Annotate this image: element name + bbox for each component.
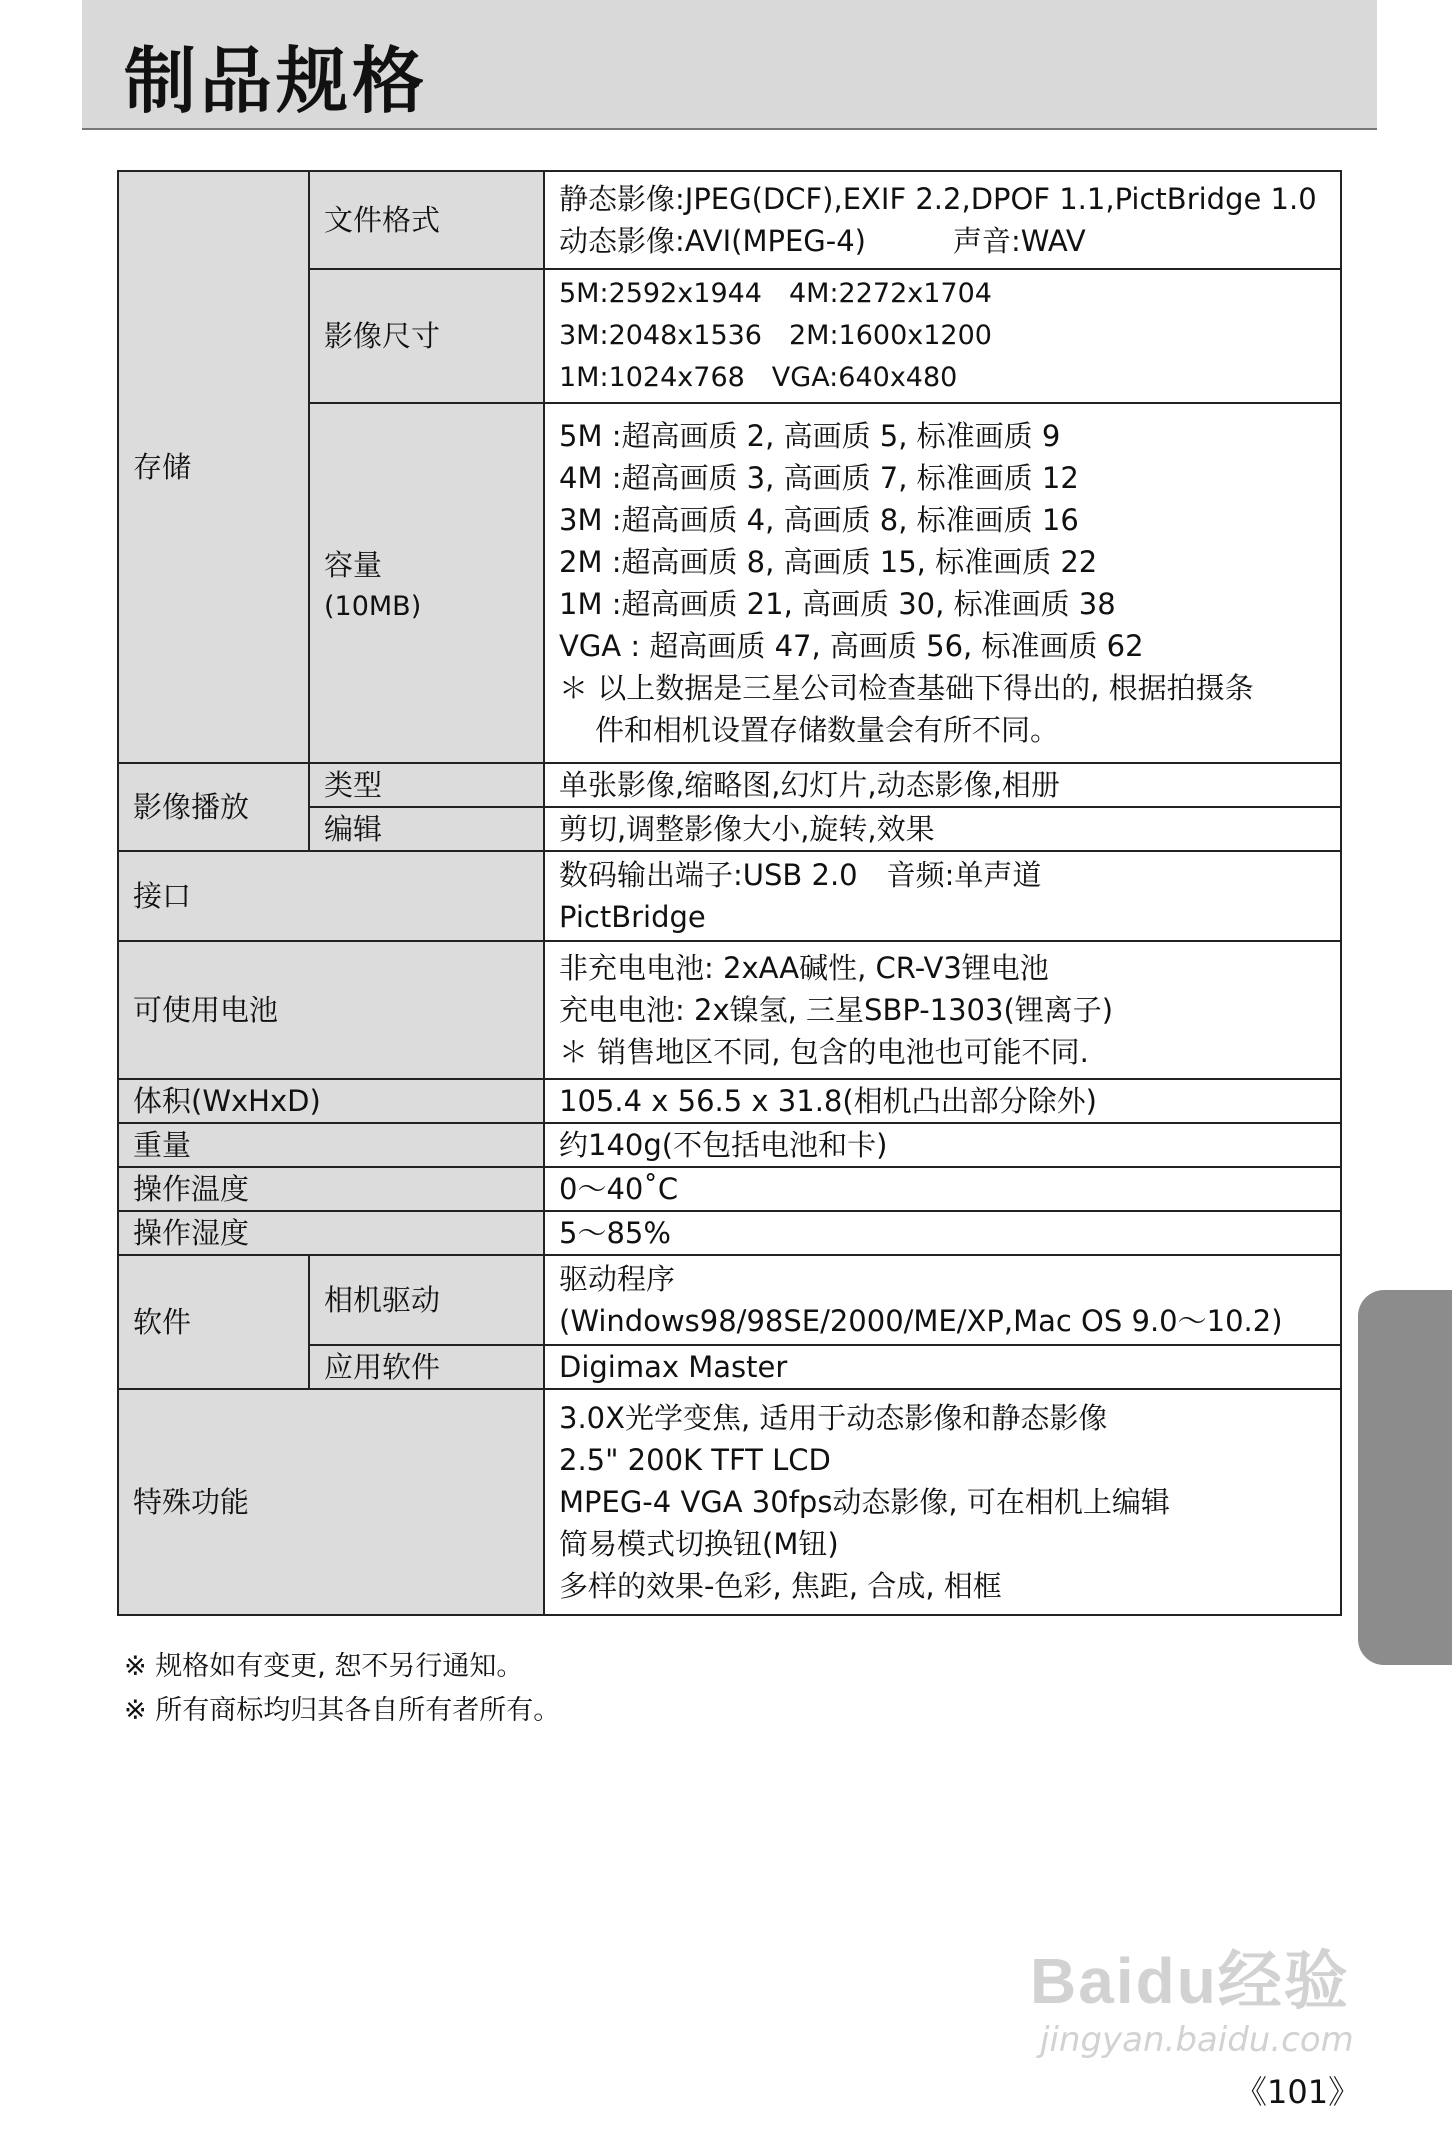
interface-label: 接口 (118, 851, 544, 941)
image-size-line: 3M:2048x1536 2M:1600x1200 (559, 320, 992, 351)
page-header (82, 0, 1377, 130)
capacity-line: 4M :超高画质 3, 高画质 7, 标准画质 12 (559, 461, 1079, 495)
app-software-value: Digimax Master (544, 1345, 1341, 1389)
capacity-sublabel: (10MB) (324, 591, 422, 622)
page-title: 制品规格 (124, 39, 429, 123)
capacity-note: ＊ 以上数据是三星公司检查基础下得出的, 根据拍摄条 (559, 671, 1254, 705)
driver-label: 相机驱动 (309, 1255, 544, 1345)
watermark (1030, 1920, 1360, 2070)
dimensions-value: 105.4 x 56.5 x 31.8(相机凸出部分除外) (544, 1079, 1341, 1123)
special-line: 简易模式切换钮(M钮) (559, 1527, 839, 1561)
playback-type-value: 单张影像,缩略图,幻灯片,动态影像,相册 (544, 763, 1341, 807)
storage-label: 存储 (118, 171, 309, 763)
interface-line: 数码输出端子:USB 2.0 音频:单声道 (559, 858, 1042, 892)
driver-line: (Windows98/98SE/2000/ME/XP,Mac OS 9.0～10.2) (559, 1304, 1283, 1338)
driver-line: 驱动程序 (559, 1262, 676, 1296)
special-label: 特殊功能 (118, 1389, 544, 1615)
capacity-label-cell (309, 403, 544, 763)
table-row (118, 1123, 1341, 1167)
watermark-url: jingyan.baidu.com (1040, 2020, 1354, 2060)
watermark-logo: Baidu经验 (1030, 1945, 1350, 2017)
footnote: ※ 所有商标均归其各自所有者所有。 (124, 1695, 561, 1726)
op-temp-value: 0～40˚C (544, 1167, 1341, 1211)
table-row (118, 171, 1341, 269)
side-section-tab (1358, 1290, 1452, 1665)
page-number: 《101》 (1235, 2073, 1361, 2111)
special-line: MPEG-4 VGA 30fps动态影像, 可在相机上编辑 (559, 1485, 1170, 1519)
weight-value: 约140g(不包括电池和卡) (544, 1123, 1341, 1167)
op-humidity-value: 5～85% (544, 1211, 1341, 1255)
op-humidity-label: 操作湿度 (118, 1211, 544, 1255)
table-row (118, 1079, 1341, 1123)
footnote: ※ 规格如有变更, 恕不另行通知。 (124, 1651, 524, 1682)
special-line: 多样的效果-色彩, 焦距, 合成, 相框 (559, 1569, 1002, 1603)
interface-value (544, 851, 1341, 941)
footnotes (124, 1645, 560, 1733)
capacity-line: 5M :超高画质 2, 高画质 5, 标准画质 9 (559, 419, 1061, 453)
weight-label: 重量 (118, 1123, 544, 1167)
capacity-label: 容量 (324, 548, 383, 582)
table-row (118, 1167, 1341, 1211)
capacity-line: 2M :超高画质 8, 高画质 15, 标准画质 22 (559, 545, 1098, 579)
capacity-line: 3M :超高画质 4, 高画质 8, 标准画质 16 (559, 503, 1079, 537)
interface-line: PictBridge (559, 900, 706, 934)
table-row (118, 1211, 1341, 1255)
capacity-value (544, 403, 1341, 763)
playback-edit-label: 编辑 (309, 807, 544, 851)
image-size-line: 5M:2592x1944 4M:2272x1704 (559, 278, 992, 309)
table-row (118, 1255, 1341, 1345)
table-row (118, 851, 1341, 941)
spec-table (117, 170, 1342, 1616)
battery-line: 非充电电池: 2xAA碱性, CR-V3锂电池 (559, 951, 1049, 985)
image-size-line: 1M:1024x768 VGA:640x480 (559, 362, 958, 393)
playback-type-label: 类型 (309, 763, 544, 807)
op-temp-label: 操作温度 (118, 1167, 544, 1211)
table-row (118, 941, 1341, 1079)
battery-label: 可使用电池 (118, 941, 544, 1079)
image-size-label: 影像尺寸 (309, 269, 544, 403)
dimensions-label: 体积(WxHxD) (118, 1079, 544, 1123)
file-format-line: 动态影像:AVI(MPEG-4) 声音:WAV (559, 224, 1086, 258)
capacity-line: VGA : 超高画质 47, 高画质 56, 标准画质 62 (559, 629, 1144, 663)
app-software-label: 应用软件 (309, 1345, 544, 1389)
capacity-line: 1M :超高画质 21, 高画质 30, 标准画质 38 (559, 587, 1116, 621)
playback-label: 影像播放 (118, 763, 309, 851)
special-line: 3.0X光学变焦, 适用于动态影像和静态影像 (559, 1401, 1108, 1435)
file-format-label: 文件格式 (309, 171, 544, 269)
battery-line: 充电电池: 2x镍氢, 三星SBP-1303(锂离子) (559, 993, 1114, 1027)
table-row (118, 763, 1341, 807)
special-line: 2.5" 200K TFT LCD (559, 1443, 831, 1477)
file-format-line: 静态影像:JPEG(DCF),EXIF 2.2,DPOF 1.1,PictBridge 1.0 (559, 182, 1317, 216)
software-label: 软件 (118, 1255, 309, 1389)
file-format-value (544, 171, 1341, 269)
playback-edit-value: 剪切,调整影像大小,旋转,效果 (544, 807, 1341, 851)
battery-line: ＊ 销售地区不同, 包含的电池也可能不同. (559, 1035, 1089, 1069)
table-row (118, 1389, 1341, 1615)
battery-value (544, 941, 1341, 1079)
image-size-value (544, 269, 1341, 403)
capacity-note: 件和相机设置存储数量会有所不同。 (595, 713, 1060, 747)
driver-value (544, 1255, 1341, 1345)
special-value (544, 1389, 1341, 1615)
